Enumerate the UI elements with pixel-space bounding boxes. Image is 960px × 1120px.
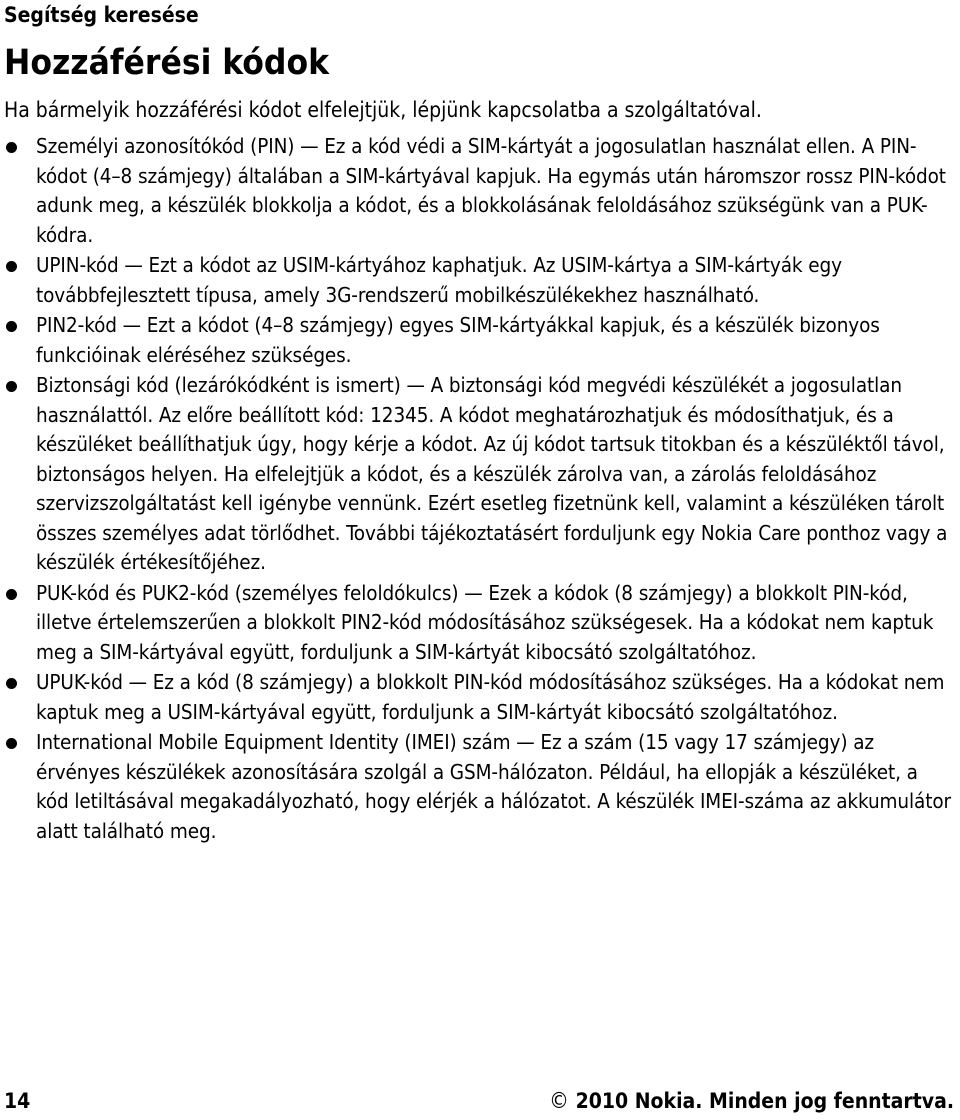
list-item-text: International Mobile Equipment Identity (IMEI) szám — Ez a szám (15 vagy 17 számjegy) az érvényes készülékek azonosítására szolgál a GSM-hálózaton. Például, ha ellopják a készüléket, a kód letiltásával megakadályozható, hogy elérjék a hálózatot. A készülék IMEI-száma az akkumulátor alatt található meg. — [36, 730, 952, 843]
list-item-text: Biztonsági kód (lezárókódként is ismert) — A biztonsági kód megvédi készülékét a jogosulatlan használattól. Az előre beállított kód: 12345. A kódot meghatározhatjuk és módosíthatjuk, és a készüléket beállíthatjuk úgy, hogy kérje a kódot. Az új kódot tartsuk titokban és a készüléktől távol, biztonságos helyen. Ha elfelejtjük a kódot, és a készülék zárolva van, a zárolás feloldásához szervizszolgáltatást kell igénybe vennünk. Ezért esetleg fizetnünk kell, valamint a készüléken tárolt összes személyes adat törlődhet. További tájékoztatásért forduljunk egy Nokia Care ponthoz vagy a készülék értékesítőjéhez. — [36, 373, 948, 574]
list-item-puk — [0, 579, 960, 668]
bullet-icon — [6, 738, 17, 749]
bullet-icon — [6, 381, 17, 392]
copyright-icon: © — [549, 1089, 569, 1114]
list-item-pin2 — [0, 311, 960, 370]
list-item-text: PIN2-kód — Ezt a kódot (4–8 számjegy) egyes SIM-kártyákkal kapjuk, és a készülék bizonyos funkcióinak eléréséhez szükséges. — [36, 313, 880, 367]
copyright-text: 2010 Nokia. Minden jog fenntartva. — [575, 1089, 954, 1113]
bullet-icon — [6, 589, 17, 600]
bullet-icon — [6, 678, 17, 689]
list-item-text: PUK-kód és PUK2-kód (személyes feloldókulcs) — Ezek a kódok (8 számjegy) a blokkolt PIN-kód, illetve értelemszerűen a blokkolt PIN2-kód módosításához szükségesek. Ha a kódokat nem kaptuk meg a SIM-kártyával együtt, forduljunk a SIM-kártyát kibocsátó szolgáltatóhoz. — [36, 580, 934, 664]
list-item-security-code — [0, 371, 960, 578]
list-item-text: UPUK-kód — Ez a kód (8 számjegy) a blokkolt PIN-kód módosításához szükséges. Ha a kódokat nem kaptuk meg a USIM-kártyával együtt, forduljunk a SIM-kártyát kibocsátó szolgáltatóhoz. — [36, 670, 945, 724]
page-number: 14 — [4, 1089, 31, 1113]
bullet-icon — [6, 142, 17, 153]
bullet-icon — [6, 321, 17, 332]
list-item-imei — [0, 728, 960, 846]
list-item-upuk — [0, 668, 960, 727]
access-codes-list — [0, 132, 960, 847]
bullet-icon — [6, 261, 17, 272]
page-title: Hozzáférési kódok — [4, 43, 330, 83]
section-header: Segítség keresése — [4, 3, 199, 27]
list-item-text: UPIN-kód — Ezt a kódot az USIM-kártyához kaphatjuk. Az USIM-kártya a SIM-kártyák egy továbbfejlesztett típusa, amely 3G-rendszerű mobilkészülékekhez használható. — [36, 253, 842, 307]
list-item-upin — [0, 251, 960, 310]
list-item-text: Személyi azonosítókód (PIN) — Ez a kód védi a SIM-kártyát a jogosulatlan használat ellen. A PIN-kódot (4–8 számjegy) általában a SIM-kártyával kapjuk. Ha egymás után háromszor rossz PIN-kódot adunk meg, a készülék blokkolja a kódot, és a blokkolásának feloldásához szükségünk van a PUK-kódra. — [36, 134, 946, 247]
intro-paragraph: Ha bármelyik hozzáférési kódot elfelejtjük, lépjünk kapcsolatba a szolgáltatóval. — [4, 98, 762, 122]
copyright-notice — [549, 1087, 954, 1116]
list-item-pin — [0, 132, 960, 250]
